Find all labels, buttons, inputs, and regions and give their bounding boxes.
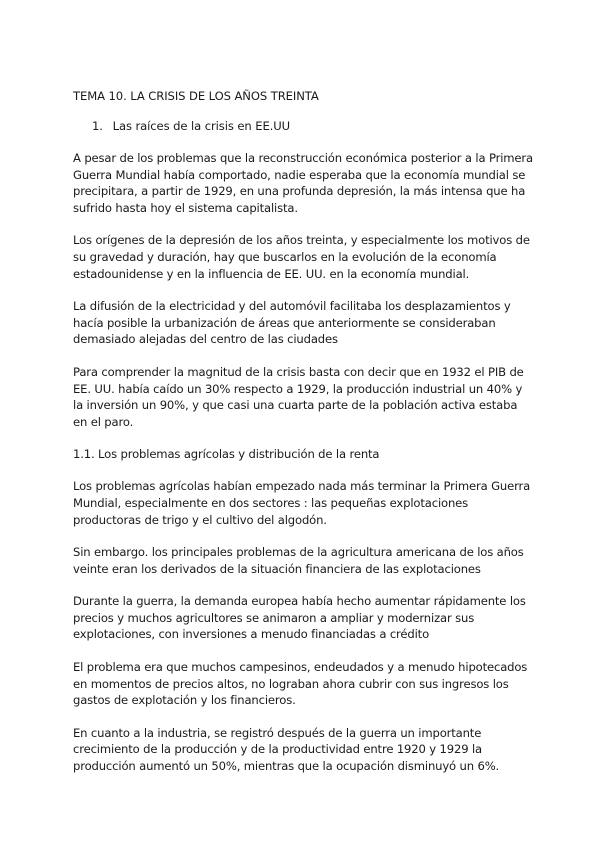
paragraph-6: Sin embargo. los principales problemas de la agricultura americana de los años veinte eran los derivados de la situación financiera de las explotaciones <box>73 545 524 576</box>
paragraph-3: La difusión de la electricidad y del automóvil facilitaba los desplazamientos y hacía posible la urbanización de áreas que anteriormente se consideraban demasiado alejadas del centro de las ciudades <box>73 299 511 347</box>
section-heading-1 <box>92 118 533 134</box>
paragraph-9: En cuanto a la industria, se registró después de la guerra un importante crecimiento de la producción y de la productividad entre 1920 y 1929 la producción aumentó un 50%, mientras que la ocupación disminuyó un 6%. <box>73 725 500 774</box>
paragraph-2: Los orígenes de la depresión de los años treinta, y especialmente los motivos de su gravedad y duración, hay que buscarlos en la evolución de la economía estadounidense y en la influencia de EE. UU. en la economía mundial. <box>73 233 530 281</box>
subsection-heading-1-1: 1.1. Los problemas agrícolas y distribución de la renta <box>73 447 380 462</box>
section-label: Las raíces de la crisis en EE.UU <box>112 119 291 133</box>
paragraph-1: A pesar de los problemas que la reconstrucción económica posterior a la Primera Guerra Mundial había comportado, nadie esperaba que la economía mundial se precipitara, a partir de 1929, en una profunda depresión, la más intensa que ha sufrido hasta hoy el sistema capitalista. <box>73 151 533 215</box>
paragraph-5: Los problemas agrícolas habían empezado nada más terminar la Primera Guerra Mundial, especialmente en dos sectores : las pequeñas explotaciones productoras de trigo y el cultivo del algodón. <box>73 479 531 527</box>
paragraph-8: El problema era que muchos campesinos, endeudados y a menudo hipotecados en momentos de precios altos, no lograban ahora cubrir con sus ingresos los gastos de explotación y los financieros. <box>73 660 528 708</box>
document-title: TEMA 10. LA CRISIS DE LOS AÑOS TREINTA <box>73 89 319 103</box>
section-number: 1. <box>92 119 103 133</box>
document-page <box>73 88 533 791</box>
paragraph-4: Para comprender la magnitud de la crisis basta con decir que en 1932 el PIB de EE. UU. había caído un 30% respecto a 1929, la producción industrial un 40% y la inversión un 90%, y que casi una cuarta parte de la población activa estaba en el paro. <box>73 364 524 429</box>
paragraph-7: Durante la guerra, la demanda europea había hecho aumentar rápidamente los precios y muchos agricultores se animaron a ampliar y modernizar sus explotaciones, con inversiones a menudo financiadas a crédito <box>73 594 526 642</box>
